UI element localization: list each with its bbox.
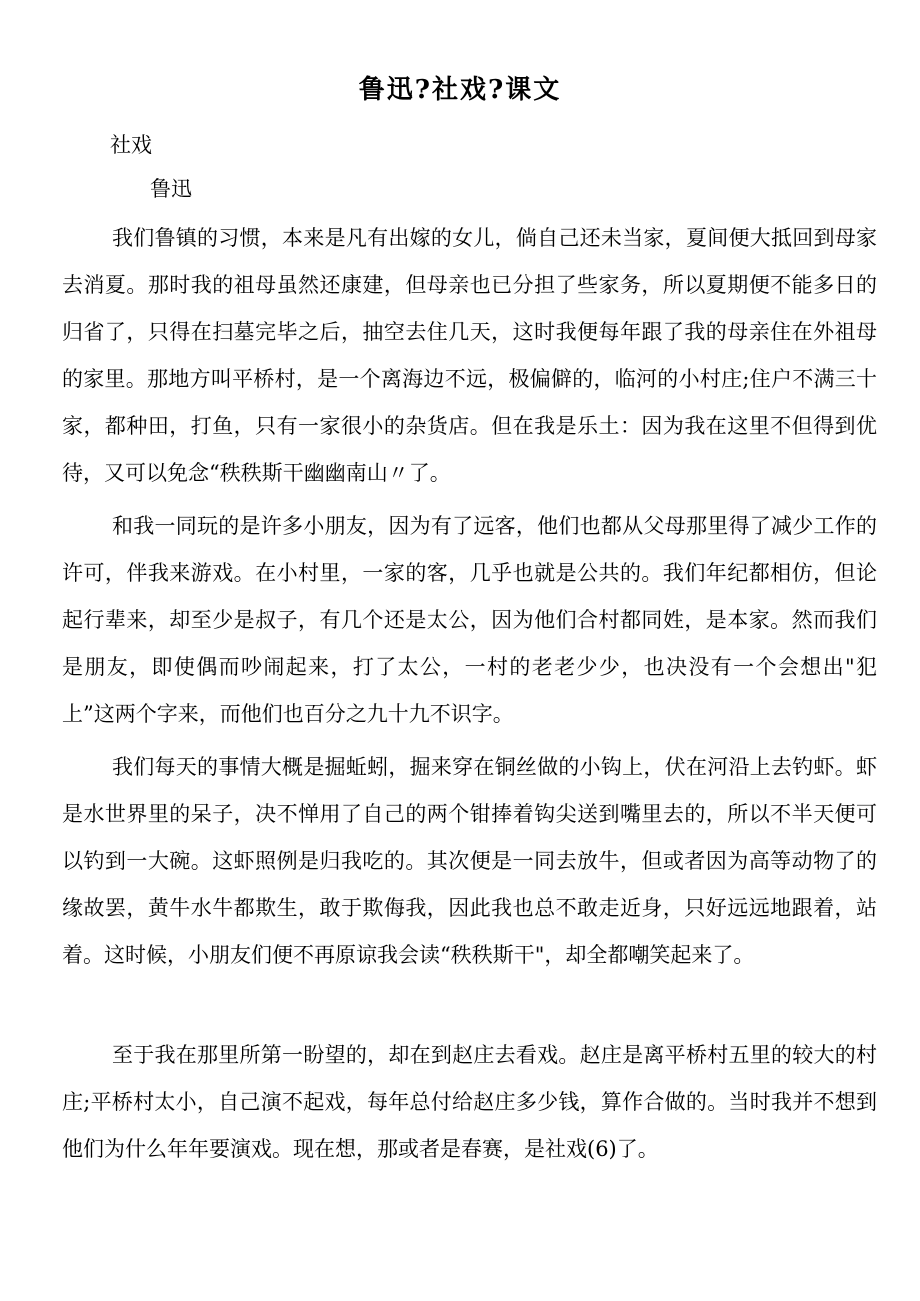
paragraph-4: 至于我在那里所第一盼望的，却在到赵庄去看戏。赵庄是离平桥村五里的较大的村庄;平桥村太小，自己演不起戏，每年总付给赵庄多少钱，算作合做的。当时我并不想到他们为什么年年要演戏。现在想，那或者是春赛，是社戏(6)了。 xyxy=(62,1043,877,1161)
article-author: 鲁迅 xyxy=(150,177,192,201)
paragraph-3: 我们每天的事情大概是掘蚯蚓，掘来穿在铜丝做的小钩上，伏在河沿上去钓虾。虾是水世界里的呆子，决不惮用了自己的两个钳捧着钩尖送到嘴里去的，所以不半天便可以钓到一大碗。这虾照例是归我吃的。其次便是一同去放牛，但或者因为高等动物了的缘故罢，黄牛水牛都欺生，敢于欺侮我，因此我也总不敢走近身，只好远远地跟着，站着。这时候，小朋友们便不再原谅我会读“秩秩斯干"，却全都嘲笑起来了。 xyxy=(62,755,877,967)
page-title: 鲁迅?社戏?课文 xyxy=(358,75,562,105)
paragraph-1: 我们鲁镇的习惯，本来是凡有出嫁的女儿，倘自己还未当家，夏间便大抵回到母家去消夏。那时我的祖母虽然还康建，但母亲也已分担了些家务，所以夏期便不能多日的归省了，只得在扫墓完毕之后，抽空去住几天，这时我便每年跟了我的母亲住在外祖母的家里。那地方叫平桥村，是一个离海边不远，极偏僻的，临河的小村庄;住户不满三十家，都种田，打鱼，只有一家很小的杂货店。但在我是乐土：因为我在这里不但得到优待，又可以免念“秩秩斯干幽幽南山〃了。 xyxy=(62,226,877,485)
paragraph-2: 和我一同玩的是许多小朋友，因为有了远客，他们也都从父母那里得了减少工作的许可，伴我来游戏。在小村里，一家的客，几乎也就是公共的。我们年纪都相仿，但论起行辈来，却至少是叔子，有几个还是太公，因为他们合村都同姓，是本家。然而我们是朋友，即使偶而吵闹起来，打了太公，一村的老老少少，也决没有一个会想出"犯上”这两个字来，而他们也百分之九十九不识字。 xyxy=(62,514,877,726)
article-title: 社戏 xyxy=(110,133,152,157)
